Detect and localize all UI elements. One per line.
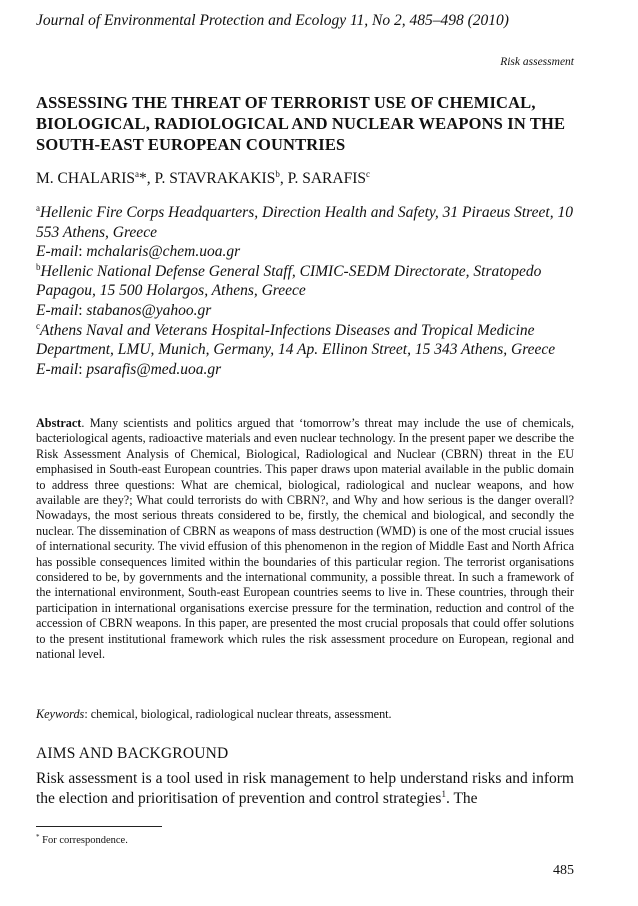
affiliation-email: E-mail: stabanos@yahoo.gr (36, 301, 212, 319)
abstract: Abstract. Many scientists and politics argued that ‘tomorrow’s threat may include the use of chemicals, bacteriological agents, radioactive materials and even nuclear technology. In the present paper we describe the Risk Assessment Analysis of Chemical, Biological, Radiological and Nuclear (CBRN) threat in the EU emphasised in South-east European countries. This paper draws upon material available in the public domain to address three questions: What are chemical, biological, radiological and nuclear weapons, and how available are they?; What could terrorists do with CBRN?, and Why and how serious is the danger overall? Nowadays, the most serious threats considered to be, firstly, the chemical and biological, and secondly the nuclear. The dissemination of CBRN as weapons of mass destruction (WMD) is one of the most crucial issues of international security. The vivid effusion of this phenomenon in the region of Middle East and North Africa has possible consequences limited within the boundaries of this particular region. The terrorist organisations considered to be, by governments and the international community, a possible threat. In such a framework of the international environment, South-east European countries seems to live in. These countries, through their participation in international organisations exercise pressure for the termination, reduction and control of the accession of CBRN weapons. In this paper, are presented the most crucial proposals that could offer solutions to the present institutional framework which rules the risk assessment procedure on European, regional and national level. (36, 416, 574, 662)
author-list (36, 170, 370, 188)
abstract-text: Many scientists and politics argued that ‘tomorrow’s threat may include the use of chemicals, bacteriological agents, radioactive materials and even nuclear technology. In the present paper we describe the Risk Assessment Analysis of Chemical, Biological, Radiological and Nuclear (CBRN) threat in the EU emphasised in South-east European countries. This paper draws upon material available in the public domain to address three questions: What are chemical, biological, radiological and nuclear weapons, and how available are they?; What could terrorists do with CBRN?, and Why and how serious is the danger overall? Nowadays, the most serious threats considered to be, firstly, the chemical and biological, and secondly the nuclear. The dissemination of CBRN as weapons of mass destruction (WMD) is one of the most crucial issues of international security. The vivid effusion of this phenomenon in the region of Middle East and North Africa has possible consequences limited within the boundaries of this particular region. The terrorist organisations considered to be, by governments and the international community, a possible threat. In such a framework of the international environment, South-east European countries seems to live in. These countries, through their participation in international organisations exercise pressure for the termination, reduction and control of the accession of CBRN weapons. In this paper, are presented the most crucial proposals that could offer solutions to the present institutional framework which rules the risk assessment procedure on European, regional and national level. (36, 416, 574, 662)
journal-citation: Journal of Environmental Protection and Ecology 11, No 2, 485–498 (2010) (36, 12, 509, 29)
author-affiliation-mark: a (135, 169, 140, 179)
footnote-divider (36, 826, 162, 827)
author-separator: , (279, 170, 288, 187)
author-name: M. CHALARIS (36, 170, 136, 187)
reference-mark[interactable]: 1 (441, 789, 446, 800)
footnote-text: For correspondence. (42, 835, 128, 846)
body-text-tail: . The (445, 790, 478, 808)
affiliation (36, 203, 574, 242)
affiliation (36, 262, 574, 301)
author-name: P. SARAFIS (287, 170, 366, 187)
section-label: Risk assessment (500, 56, 574, 68)
email-label: E-mail (36, 243, 79, 261)
keywords-label: Keywords (36, 707, 85, 721)
page-number: 485 (553, 863, 574, 878)
footnote (36, 835, 128, 846)
affiliation-text: Athens Naval and Veterans Hospital-Infections Diseases and Tropical Medicine Department, LMU, Munich, Germany, 14 Ap. Ellinon Street, 15 343 Athens, Greece (36, 321, 556, 359)
affiliation (36, 321, 574, 360)
email-link[interactable]: mchalaris@chem.uoa.gr (86, 243, 241, 261)
keywords-text: chemical, biological, radiological nuclear threats, assessment. (90, 707, 392, 721)
paper-title: ASSESSING THE THREAT OF TERRORIST USE OF CHEMICAL, BIOLOGICAL, RADIOLOGICAL AND NUCLEAR WEAPONS IN THE SOUTH-EAST EUROPEAN COUNTRIES (36, 93, 566, 154)
affiliations (36, 203, 574, 379)
affiliation-text: Hellenic Fire Corps Headquarters, Direction Health and Safety, 31 Piraeus Street, 10 553 Athens, Greece (36, 204, 573, 241)
email-link[interactable]: stabanos@yahoo.gr (86, 301, 212, 319)
affiliation-label: c (36, 320, 40, 331)
affiliation-label: b (36, 261, 41, 272)
author-affiliation-mark: b (275, 169, 280, 179)
author-affiliation-mark: c (366, 169, 370, 179)
affiliation-email: E-mail: mchalaris@chem.uoa.gr (36, 243, 241, 261)
abstract-label: Abstract (36, 416, 82, 430)
email-link[interactable]: psarafis@med.uoa.gr (86, 360, 222, 378)
section-heading: AIMS AND BACKGROUND (36, 745, 229, 762)
affiliation-label: a (36, 203, 40, 213)
body-text: Risk assessment is a tool used in risk management to help understand risks and inform the election and prioritisation of prevention and control strategies (36, 770, 574, 808)
keywords: Keywords: chemical, biological, radiological nuclear threats, assessment. (36, 707, 392, 721)
email-label: E-mail (36, 360, 79, 378)
email-label: E-mail (36, 301, 79, 319)
affiliation-email: E-mail: psarafis@med.uoa.gr (36, 360, 222, 378)
author-name: P. STAVRAKAKIS (154, 170, 276, 187)
footnote-mark: * (36, 833, 40, 841)
body-paragraph (36, 769, 574, 810)
affiliation-text: Hellenic National Defense General Staff, CIMIC-SEDM Directorate, Stratopedo Papagou, 15 500 Holargos, Athens, Greece (36, 262, 542, 300)
author-separator: *, (139, 170, 155, 187)
